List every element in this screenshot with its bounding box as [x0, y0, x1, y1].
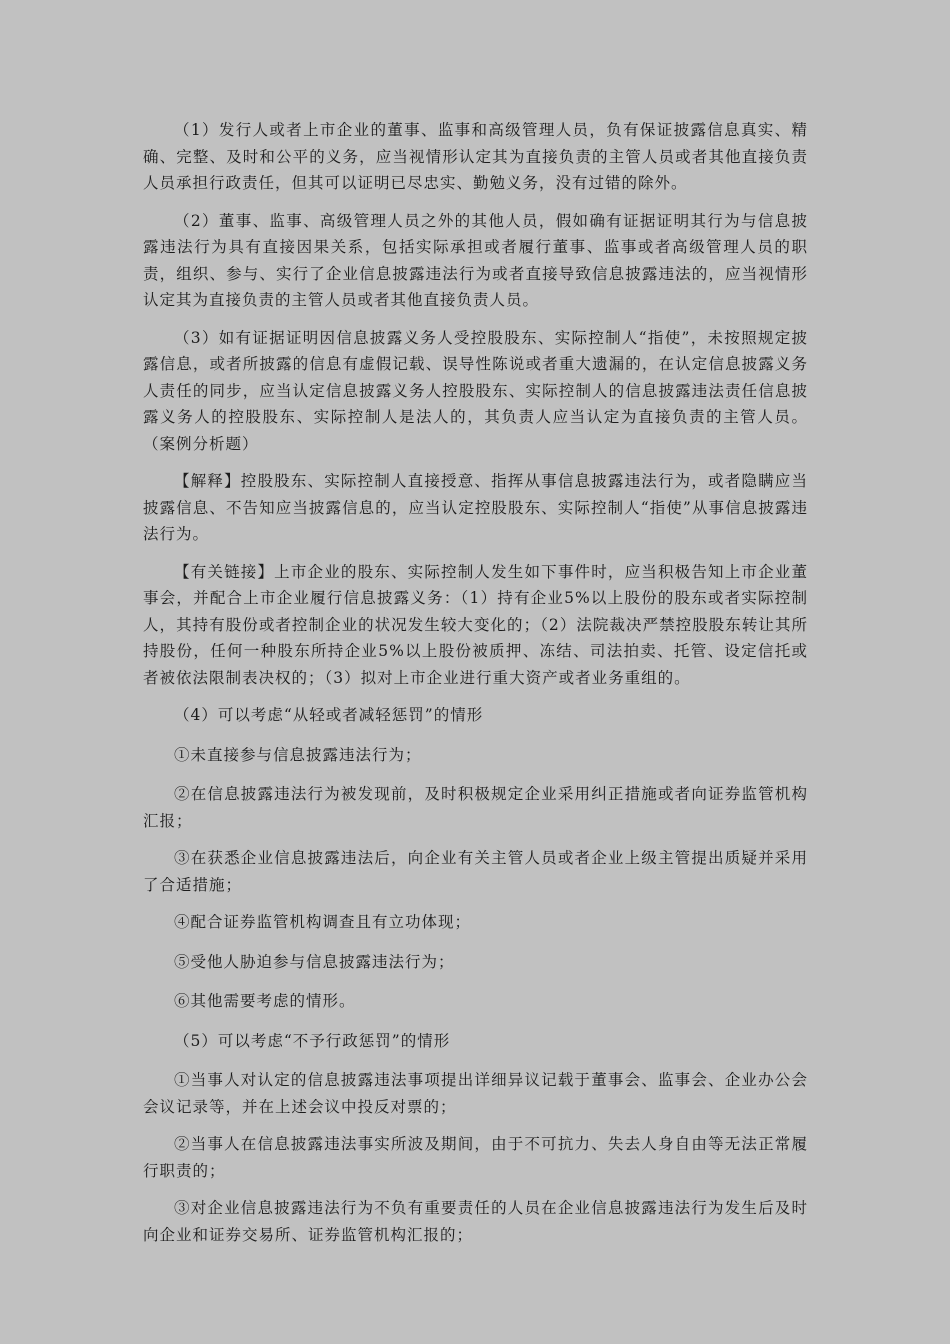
list-item-5-1: ①当事人对认定的信息披露违法事项提出详细异议记载于董事会、监事会、企业办公会会议记录等，并在上述会议中投反对票的； [143, 1071, 808, 1116]
paragraph-related-links: 【有关链接】上市企业的股东、实际控制人发生如下事件时，应当积极告知上市企业董事会，并配合上市企业履行信息披露义务：（1）持有企业5%以上股份的股东或者实际控制人，其持有股份或者控制企业的状况发生较大变化的；（2）法院裁决严禁控股股东转让其所持股份，任何一种股东所持企业5%以上股份被质押、冻结、司法拍卖、托管、设定信托或者被依法限制表决权的；（3）拟对上市企业进行重大资产或者业务重组的。 [143, 562, 808, 687]
list-item-4-2: ②在信息披露违法行为被发现前，及时积极规定企业采用纠正措施或者向证券监管机构汇报； [143, 785, 808, 830]
paragraph-3-controlling-shareholder: （3）如有证据证明因信息披露义务人受控股股东、实际控制人“指使”，未按照规定披露信息，或者所披露的信息有虚假记载、误导性陈说或者重大遗漏的，在认定信息披露义务人责任的同步，应当认定信息披露义务人控股股东、实际控制人的信息披露违法责任信息披露义务人的控股股东、实际控制人是法人的，其负责人应当认定为直接负责的主管人员。（案例分析题） [143, 328, 808, 453]
list-item-4-6: ⑥其他需要考虑的情形。 [174, 992, 356, 1010]
paragraph-2-other-personnel: （2）董事、监事、高级管理人员之外的其他人员，假如确有证据证明其行为与信息披露违法行为具有直接因果关系，包括实际承担或者履行董事、监事或者高级管理人员的职责，组织、参与、实行了企业信息披露违法行为或者直接导致信息披露违法的，应当视情形认定其为直接负责的主管人员或者其他直接负责人员。 [143, 211, 808, 309]
section-5-heading: （5）可以考虑“不予行政惩罚”的情形 [174, 1031, 451, 1050]
list-item-4-3: ③在获悉企业信息披露违法后，向企业有关主管人员或者企业上级主管提出质疑并采用了合适措施； [143, 849, 808, 894]
paragraph-1-directors: （1）发行人或者上市企业的董事、监事和高级管理人员，负有保证披露信息真实、精确、完整、及时和公平的义务，应当视情形认定其为直接负责的主管人员或者其他直接负责人员承担行政责任，但其可以证明已尽忠实、勤勉义务，没有过错的除外。 [143, 121, 808, 192]
section-4-heading: （4）可以考虑“从轻或者减轻惩罚”的情形 [174, 706, 484, 724]
list-item-5-2: ②当事人在信息披露违法事实所波及期间，由于不可抗力、失去人身自由等无法正常履行职责的； [143, 1135, 808, 1180]
list-item-4-4: ④配合证券监管机构调查且有立功体现； [174, 913, 472, 931]
list-item-5-3: ③对企业信息披露违法行为不负有重要责任的人员在企业信息披露违法行为发生后及时向企业和证券交易所、证券监管机构汇报的； [143, 1199, 808, 1244]
list-item-4-1: ①未直接参与信息披露违法行为； [174, 745, 422, 764]
list-item-4-5: ⑤受他人胁迫参与信息披露违法行为； [174, 952, 455, 971]
paragraph-explanation: 【解释】控股股东、实际控制人直接授意、指挥从事信息披露违法行为，或者隐瞒应当披露信息、不告知应当披露信息的，应当认定控股股东、实际控制人“指使”从事信息披露违法行为。 [143, 472, 808, 543]
